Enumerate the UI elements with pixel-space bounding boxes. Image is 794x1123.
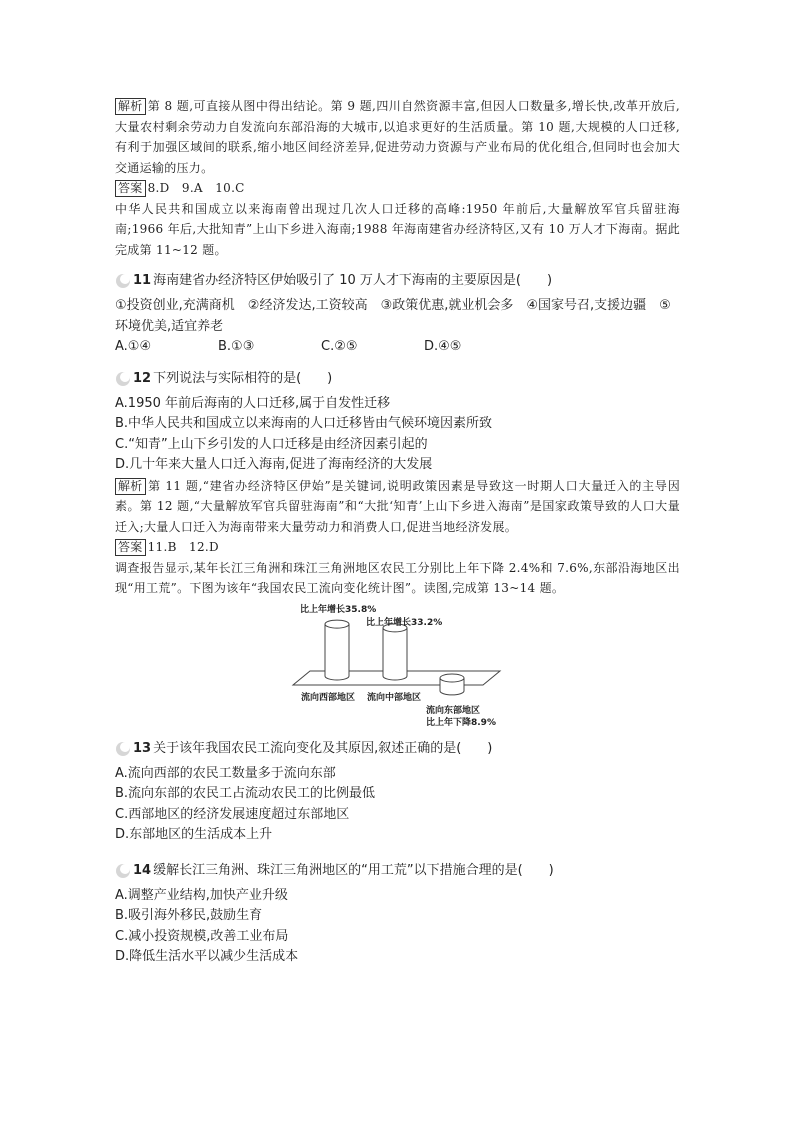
question-stem: 缓解长江三角洲、珠江三角洲地区的“用工荒”以下措施合理的是( ) bbox=[153, 862, 554, 878]
question-stem: 海南建省办经济特区伊始吸引了 10 万人才下海南的主要原因是( ) bbox=[153, 273, 553, 288]
answer-tag: 答案 bbox=[115, 180, 146, 197]
option-b[interactable]: B.①③ bbox=[218, 339, 255, 354]
option-d[interactable]: D.降低生活水平以减少生活成本 bbox=[115, 949, 299, 964]
question-bullet-icon bbox=[115, 741, 131, 757]
intro-passage-2: 调查报告显示,某年长江三角洲和珠江三角洲地区农民工分别比上年下降 2.4%和 7.6%,东部沿海地区出现“用工荒”。下图为该年“我国农民工流向变化统计图”。读图,完成第 13~14 题。 bbox=[115, 560, 680, 595]
category-label-east: 流向东部地区 bbox=[426, 705, 481, 716]
question-11-items: ①投资创业,充满商机 ②经济发达,工资较高 ③政策优惠,就业机会多 ④国家号召,支援边疆 ⑤环境优美,适宜养老 bbox=[115, 298, 671, 334]
bar-3 bbox=[440, 674, 464, 695]
category-label-central: 流向中部地区 bbox=[367, 692, 422, 703]
question-13-heading bbox=[115, 738, 680, 760]
analysis-block-2 bbox=[115, 476, 680, 538]
question-stem: 下列说法与实际相符的是( ) bbox=[153, 370, 333, 386]
answer-text: 8.D 9.A 10.C bbox=[147, 181, 245, 195]
answer-tag: 答案 bbox=[115, 539, 146, 556]
question-number: 11 bbox=[133, 273, 152, 288]
question-number: 14 bbox=[133, 862, 152, 878]
question-14-heading bbox=[115, 860, 680, 882]
question-stem: 关于该年我国农民工流向变化及其原因,叙述正确的是( ) bbox=[153, 740, 493, 756]
option-a[interactable]: A.调整产业结构,加快产业升级 bbox=[115, 887, 288, 903]
analysis-tag: 解析 bbox=[115, 98, 146, 115]
migrant-flow-chart bbox=[115, 603, 680, 728]
option-a[interactable]: A.1950 年前后海南的人口迁移,属于自发性迁移 bbox=[115, 395, 391, 411]
option-b[interactable]: B.流向东部的农民工占流动农民工的比例最低 bbox=[115, 786, 376, 801]
option-d[interactable]: D.几十年来大量人口迁入海南,促进了海南经济的大发展 bbox=[115, 457, 433, 472]
question-bullet-icon bbox=[115, 273, 131, 289]
option-a[interactable]: A.流向西部的农民工数量多于流向东部 bbox=[115, 765, 336, 781]
question-12-heading bbox=[115, 368, 680, 390]
option-b[interactable]: B.吸引海外移民,鼓励生育 bbox=[115, 908, 263, 923]
data-label-west: 比上年增长35.8% bbox=[300, 604, 377, 615]
option-d[interactable]: D.东部地区的生活成本上升 bbox=[115, 827, 273, 842]
option-c[interactable]: C.减小投资规模,改善工业布局 bbox=[115, 928, 289, 944]
intro-passage-1: 中华人民共和国成立以来海南曾出现过几次人口迁移的高峰:1950 年前后,大量解放军官兵留驻海南;1966 年后,大批知青”上山下乡进入海南;1988 年海南建省办经济特区,又有 10 万人才下海南。据此完成第 11~12 题。 bbox=[115, 201, 680, 257]
question-bullet-icon bbox=[115, 863, 131, 879]
question-bullet-icon bbox=[115, 371, 131, 387]
analysis-block-1 bbox=[115, 96, 680, 178]
option-c[interactable]: C.“知青”上山下乡引发的人口迁移是由经济因素引起的 bbox=[115, 436, 428, 452]
category-label-west: 流向西部地区 bbox=[301, 692, 356, 703]
option-a[interactable]: A.①④ bbox=[115, 339, 152, 354]
question-number: 13 bbox=[133, 740, 152, 756]
question-number: 12 bbox=[133, 370, 152, 386]
data-label-central: 比上年增长33.2% bbox=[366, 617, 443, 628]
bar-2 bbox=[383, 623, 407, 679]
question-11-options bbox=[115, 337, 680, 358]
option-b[interactable]: B.中华人民共和国成立以来海南的人口迁移皆由气候环境因素所致 bbox=[115, 416, 493, 431]
analysis-text: 第 11 题,“建省办经济特区伊始”是关键词,说明政策因素是导致这一时期人口大量迁入的主导因素。第 12 题,“大量解放军官兵留驻海南”和“大批‘知青’上山下乡进入海南”是国家政策导致的人口大量迁入;大量人口迁入为海南带来大量劳动力和消费人口,促进当地经济发展。 bbox=[115, 478, 680, 534]
chart-svg bbox=[115, 603, 680, 728]
analysis-text: 第 8 题,可直接从图中得出结论。第 9 题,四川自然资源丰富,但因人口数量多,增长快,改革开放后,大量农村剩余劳动力自发流向东部沿海的大城市,以追求更好的生活质量。第 10 题,大规模的人口迁移,有利于加强区域间的联系,缩小地区间经济差异,促进劳动力资源与产业布局的优化组合,但同时也会加大交通运输的压力。 bbox=[115, 99, 680, 175]
option-d[interactable]: D.④⑤ bbox=[424, 339, 462, 354]
answer-block-2 bbox=[115, 537, 680, 558]
bar-1 bbox=[325, 620, 349, 680]
data-label-east: 比上年下降8.9% bbox=[426, 717, 496, 728]
answer-text: 11.B 12.D bbox=[147, 540, 219, 554]
question-11-heading bbox=[115, 270, 680, 292]
option-c[interactable]: C.②⑤ bbox=[321, 339, 358, 354]
answer-block-1 bbox=[115, 178, 680, 199]
option-c[interactable]: C.西部地区的经济发展速度超过东部地区 bbox=[115, 806, 350, 822]
worksheet-page bbox=[115, 96, 680, 968]
analysis-tag: 解析 bbox=[115, 478, 146, 495]
